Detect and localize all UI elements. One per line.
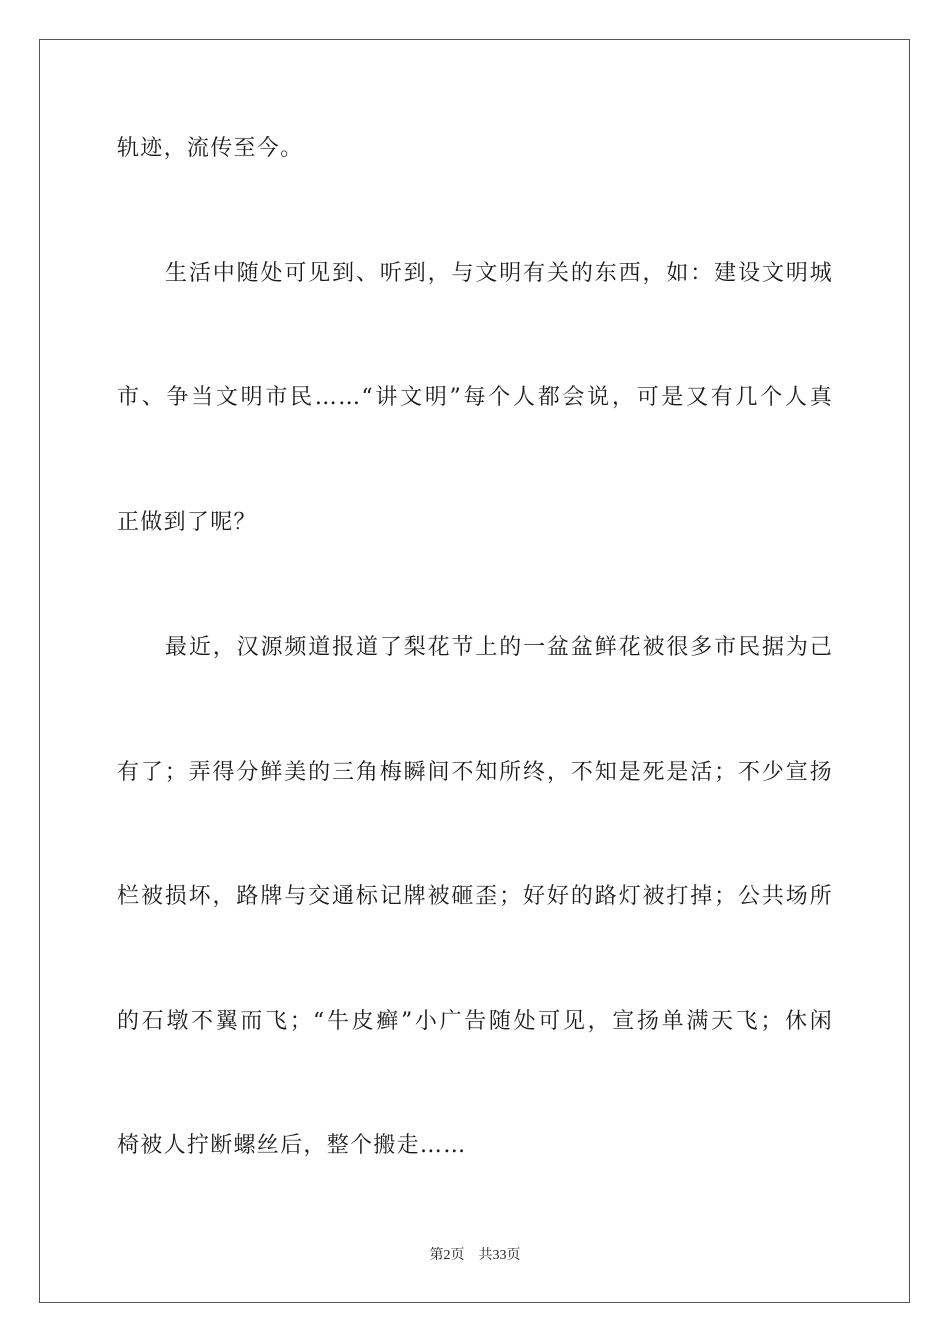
paragraph-line: 市、争当文明市民……“讲文明”每个人都会说，可是又有几个人真 — [117, 385, 833, 410]
page-border — [39, 39, 910, 1303]
paragraph-line: 的石墩不翼而飞；“牛皮癣”小广告随处可见，宣扬单满天飞；休闲 — [117, 1009, 833, 1034]
paragraph-line: 栏被损坏，路牌与交通标记牌被砸歪；好好的路灯被打掉；公共场所 — [117, 884, 833, 909]
paragraph-line: 轨迹，流传至今。 — [117, 136, 304, 161]
paragraph-line: 有了；弄得分鲜美的三角梅瞬间不知所终，不知是死是活；不少宣扬 — [117, 760, 833, 785]
paragraph-line: 正做到了呢？ — [117, 510, 257, 535]
paragraph-line: 椅被人拧断螺丝后，整个搬走…… — [117, 1133, 467, 1158]
total-pages: 共33页 — [478, 1248, 521, 1263]
page-number: 第2页 — [429, 1248, 465, 1263]
paragraph-line: 最近，汉源频道报道了梨花节上的一盆盆鲜花被很多市民据为己 — [165, 635, 833, 660]
paragraph-line: 生活中随处可见到、听到，与文明有关的东西，如：建设文明城 — [165, 261, 833, 286]
page-footer — [0, 1244, 950, 1264]
